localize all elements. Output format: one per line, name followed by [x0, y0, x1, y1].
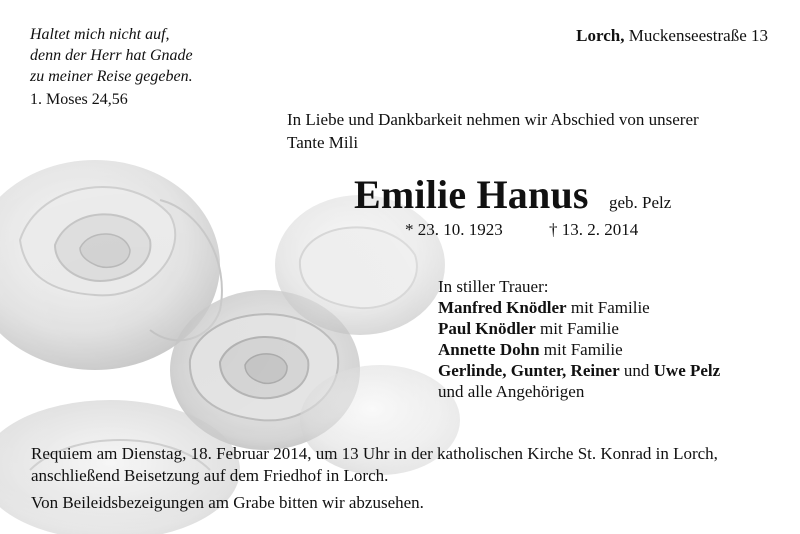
bible-verse-line: Haltet mich nicht auf, — [30, 26, 170, 43]
mourner-name: Paul Knödler — [438, 319, 536, 338]
bible-verse — [30, 24, 193, 87]
mourner-suffix: mit Familie — [539, 340, 623, 359]
address — [576, 26, 768, 46]
mourner-name: Annette Dohn — [438, 340, 540, 359]
death-date: † 13. 2. 2014 — [549, 220, 639, 239]
intro-text — [287, 108, 699, 154]
mourner-suffix: mit Familie — [535, 319, 619, 338]
requiem-notice: Requiem am Dienstag, 18. Februar 2014, um 13 Uhr in der katholischen Kirche St. Konrad in Lorch, anschließend Beisetzung auf dem Friedhof in Lorch. — [31, 444, 718, 485]
intro-line: In Liebe und Dankbarkeit nehmen wir Abschied von unserer — [287, 110, 699, 129]
bible-verse-line: zu meiner Reise gegeben. — [30, 68, 193, 85]
mourner-name: Manfred Knödler — [438, 298, 567, 317]
mourner-name: Gerlinde, Gunter, Reiner — [438, 361, 620, 380]
bible-verse-reference: 1. Moses 24,56 — [30, 91, 128, 108]
address-city: Lorch, — [576, 26, 625, 45]
mourners-closing: und alle Angehörigen — [438, 382, 585, 401]
birth-date: * 23. 10. 1923 — [405, 220, 503, 239]
deceased-name: Emilie Hanus — [354, 172, 589, 217]
mourner-entry-siblings — [438, 360, 720, 381]
mourner-name: Uwe Pelz — [653, 361, 721, 380]
mourners-list — [438, 276, 720, 402]
address-street: Muckenseestraße 13 — [628, 26, 768, 45]
mourner-entry — [438, 339, 720, 360]
bible-verse-line: denn der Herr hat Gnade — [30, 47, 193, 64]
mourner-connector: und — [619, 361, 654, 380]
condolence-notice: Von Beileidsbezeigungen am Grabe bitten wir abzusehen. — [31, 493, 424, 512]
mourner-suffix: mit Familie — [566, 298, 650, 317]
mourners-heading: In stiller Trauer: — [438, 277, 549, 296]
mourner-entry — [438, 318, 720, 339]
intro-line: Tante Mili — [287, 133, 359, 152]
deceased-maiden-name: geb. Pelz — [609, 193, 672, 212]
mourner-entry — [438, 297, 720, 318]
